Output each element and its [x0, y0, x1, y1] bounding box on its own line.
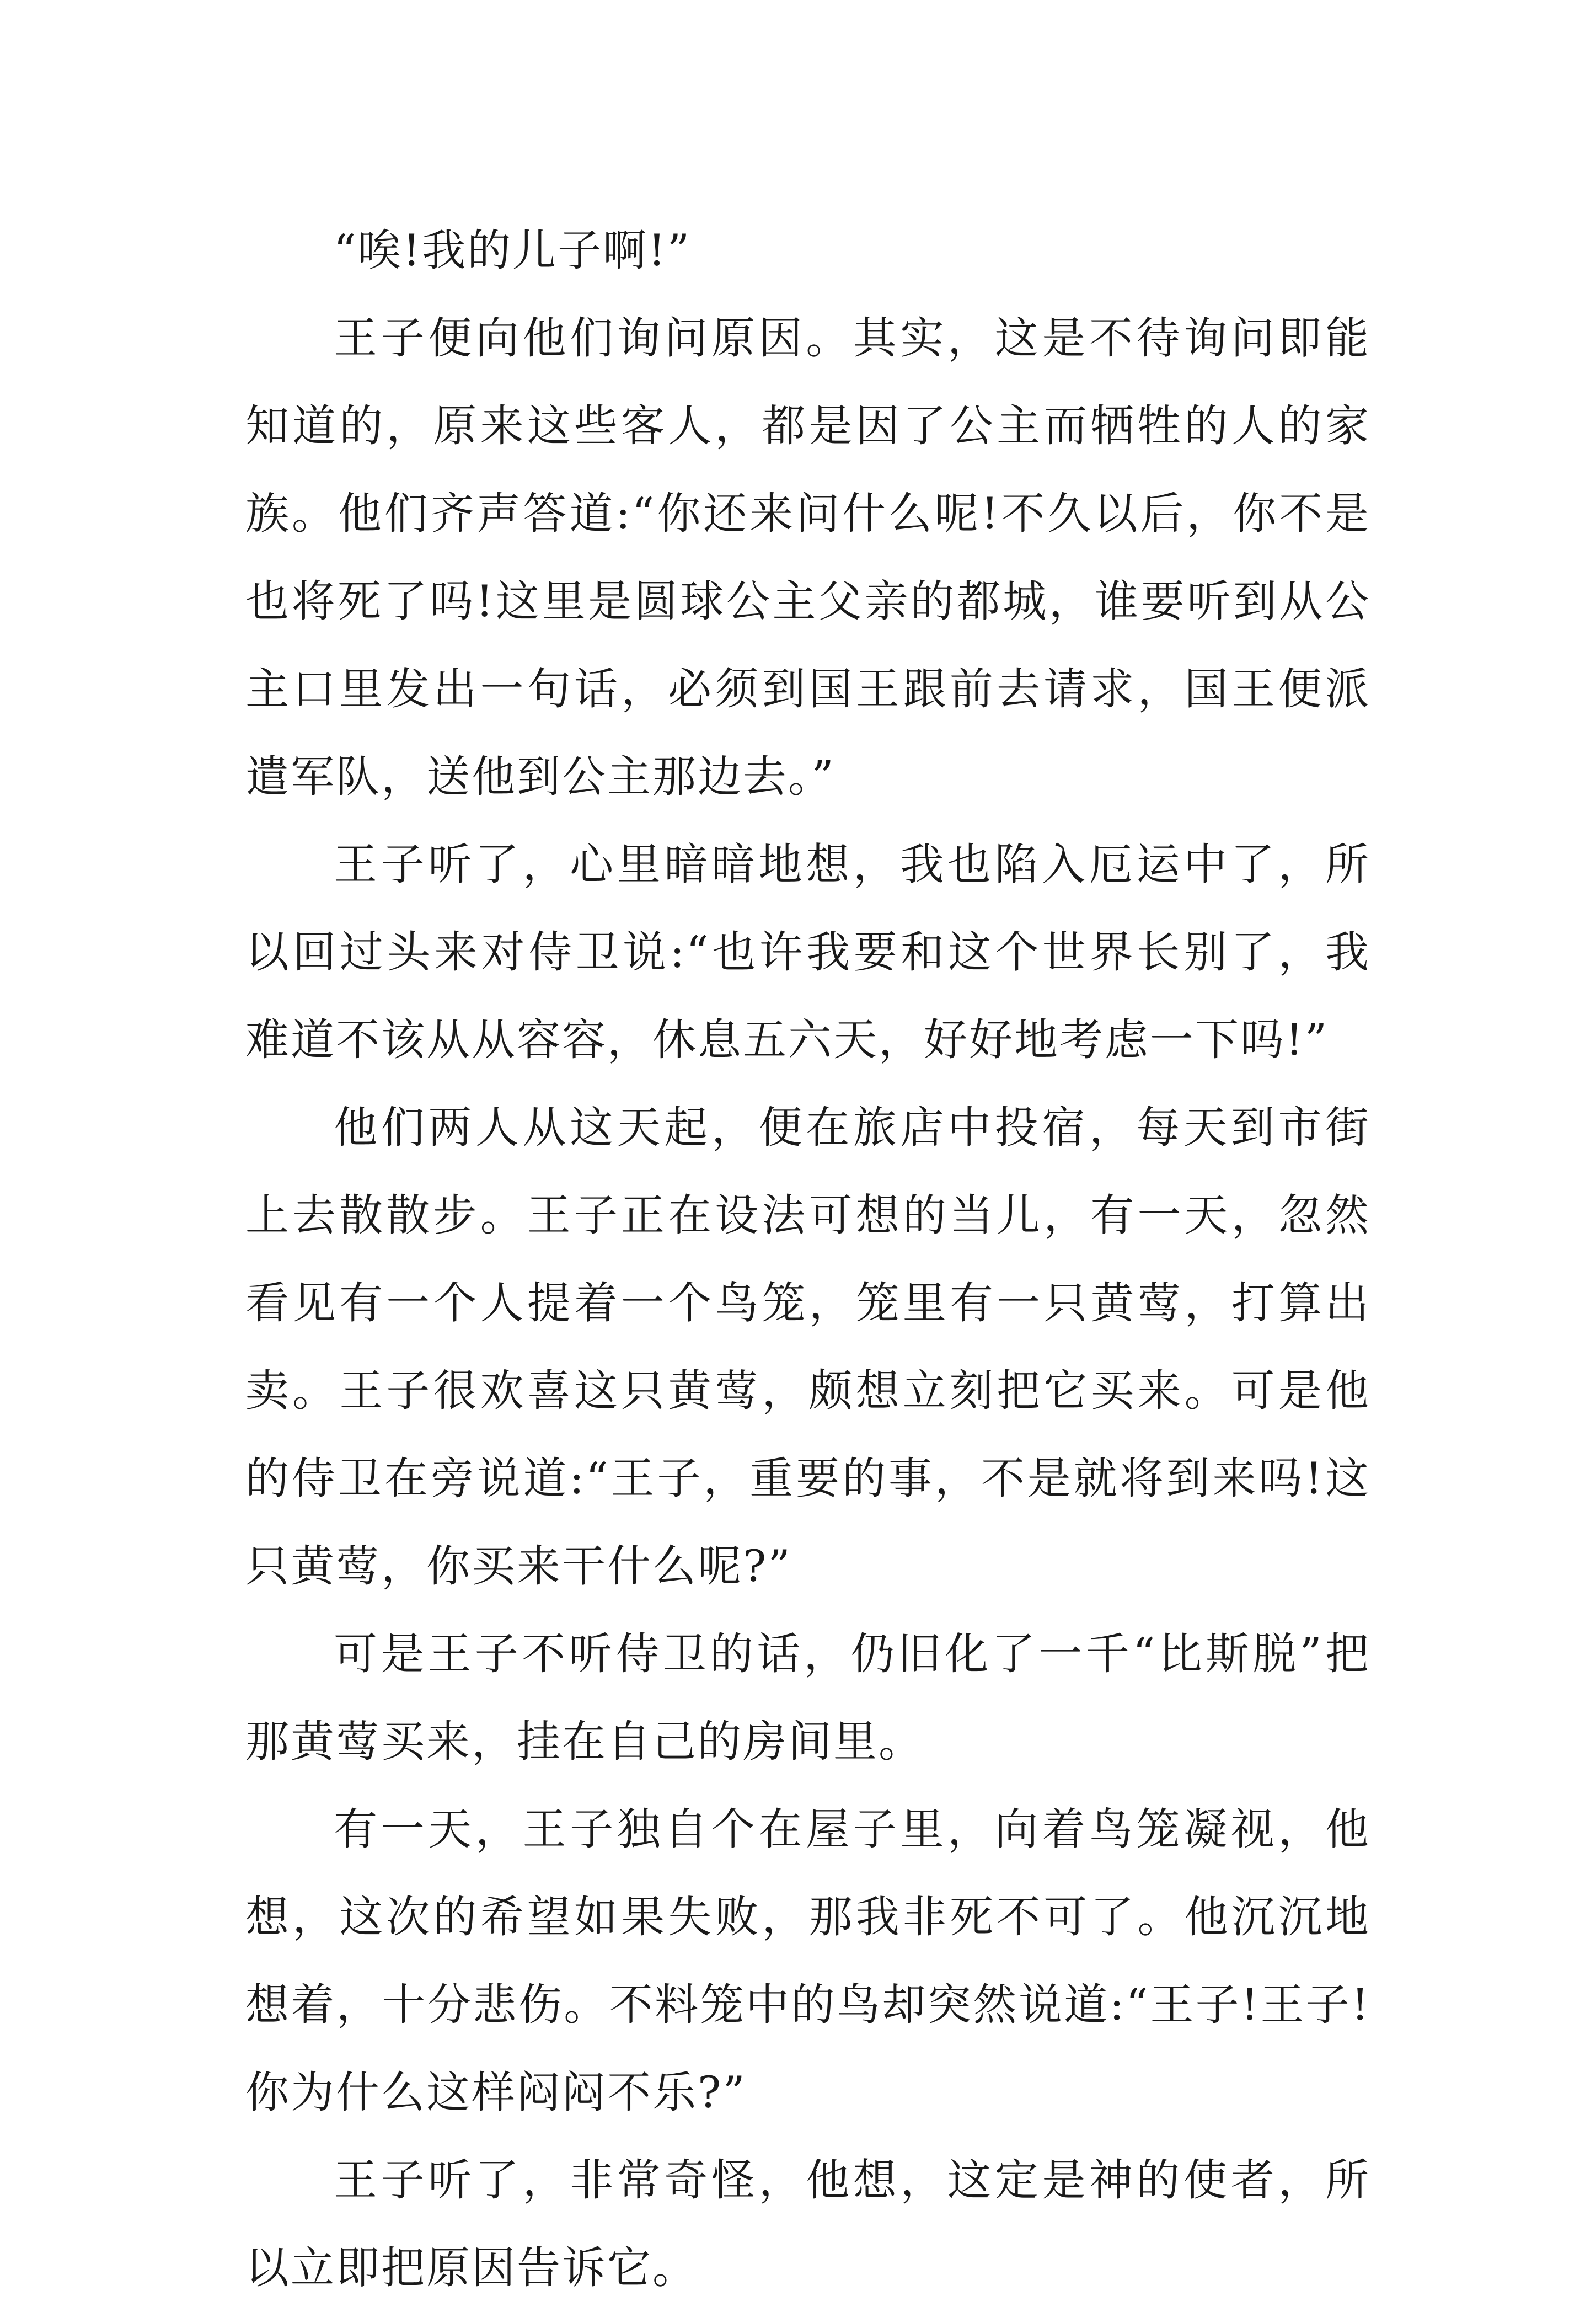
document-page — [245, 207, 1370, 2312]
paragraph-6: 有一天，王子独自个在屋子里，向着鸟笼凝视，他想，这次的希望如果失败，那我非死不可了。他沉沉地想着，十分悲伤。不料笼中的鸟却突然说道:“王子!王子!你为什么这样闷闷不乐?” — [245, 1804, 1370, 2118]
paragraph-5: 可是王子不听侍卫的话，仍旧化了一千“比斯脱”把那黄莺买来，挂在自己的房间里。 — [245, 1628, 1370, 1767]
paragraph-2: 王子便向他们询问原因。其实，这是不待询问即能知道的，原来这些客人，都是因了公主而牺牲的人的家族。他们齐声答道:“你还来问什么呢!不久以后，你不是也将死了吗!这里是圆球公主父亲的都城，谁要听到从公主口里发出一句话，必须到国王跟前去请求，国王便派遣军队，送他到公主那边去。” — [245, 313, 1370, 802]
paragraph-3: 王子听了，心里暗暗地想，我也陷入厄运中了，所以回过头来对侍卫说:“也许我要和这个世界长别了，我难道不该从从容容，休息五六天，好好地考虑一下吗!” — [245, 839, 1370, 1065]
paragraph-7: 王子听了，非常奇怪，他想，这定是神的使者，所以立即把原因告诉它。 — [245, 2155, 1370, 2293]
paragraph-1: “唉!我的儿子啊!” — [334, 225, 692, 276]
paragraph-4: 他们两人从这天起，便在旅店中投宿，每天到市街上去散散步。王子正在设法可想的当儿，有一天，忽然看见有一个人提着一个鸟笼，笼里有一只黄莺，打算出卖。王子很欢喜这只黄莺，颇想立刻把它买来。可是他的侍卫在旁说道:“王子，重要的事，不是就将到来吗!这只黄莺，你买来干什么呢?” — [245, 1102, 1370, 1592]
